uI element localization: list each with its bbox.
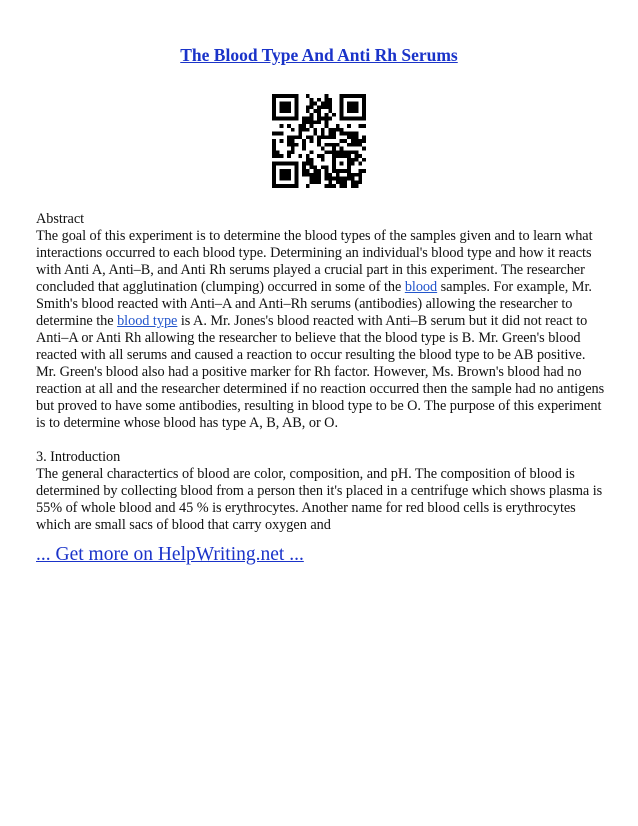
blood-link[interactable]: blood xyxy=(404,279,438,295)
introduction-paragraph: The general charactertics of blood are color, composition, and pH. The composition of blood is determined by collecting blood from a person then it's placed in a centrifuge which shows plasma is 55% of whole blood and 45 % is erythrocytes. Another name for red blood cells is erythrocytes which are small sacs of blood that carry oxygen and xyxy=(36,466,603,533)
abstract-paragraph xyxy=(36,228,606,432)
document-body xyxy=(36,211,606,534)
get-more-link[interactable]: ... Get more on HelpWriting.net ... xyxy=(36,544,304,565)
qr-code-icon xyxy=(272,94,366,188)
abstract-heading: Abstract xyxy=(36,211,85,227)
introduction-heading: 3. Introduction xyxy=(36,449,121,465)
abstract-text-part-1: The goal of this experiment is to determine the blood types of the samples given and to learn what interactions occurred to each blood type. Determining an individual's blood type and how it reacts with Anti A, Anti–B, and Anti Rh serums played a crucial part in this experiment. The researcher concluded that agglutination (clumping) occurred in some of the xyxy=(36,228,593,295)
blood-type-link[interactable]: blood type xyxy=(117,313,178,329)
paragraph-spacer xyxy=(36,432,606,449)
abstract-text-part-2: samples. For example, Mr. Smith's blood reacted with Anti–A and Anti–Rh serums (antibodies) allowing the researcher to determine the xyxy=(36,279,592,329)
document-title-link[interactable]: The Blood Type And Anti Rh Serums xyxy=(180,45,458,65)
abstract-text-part-3: is A. Mr. Jones's blood reacted with Anti–B serum but it did not react to Anti–A or Anti Rh allowing the researcher to believe that the blood type is B. Mr. Green's blood reacted with all serums and caused a reaction to occur resulting the blood type to be AB positive. Mr. Green's blood also had a positive marker for Rh factor. However, Ms. Brown's blood had no reaction at all and the researcher determined if no reaction occurred then the sample had no antigens but proved to have some antibodies, resulting in blood type to be O. The purpose of this experiment is to determine whose blood has type A, B, AB, or O. xyxy=(36,313,605,431)
